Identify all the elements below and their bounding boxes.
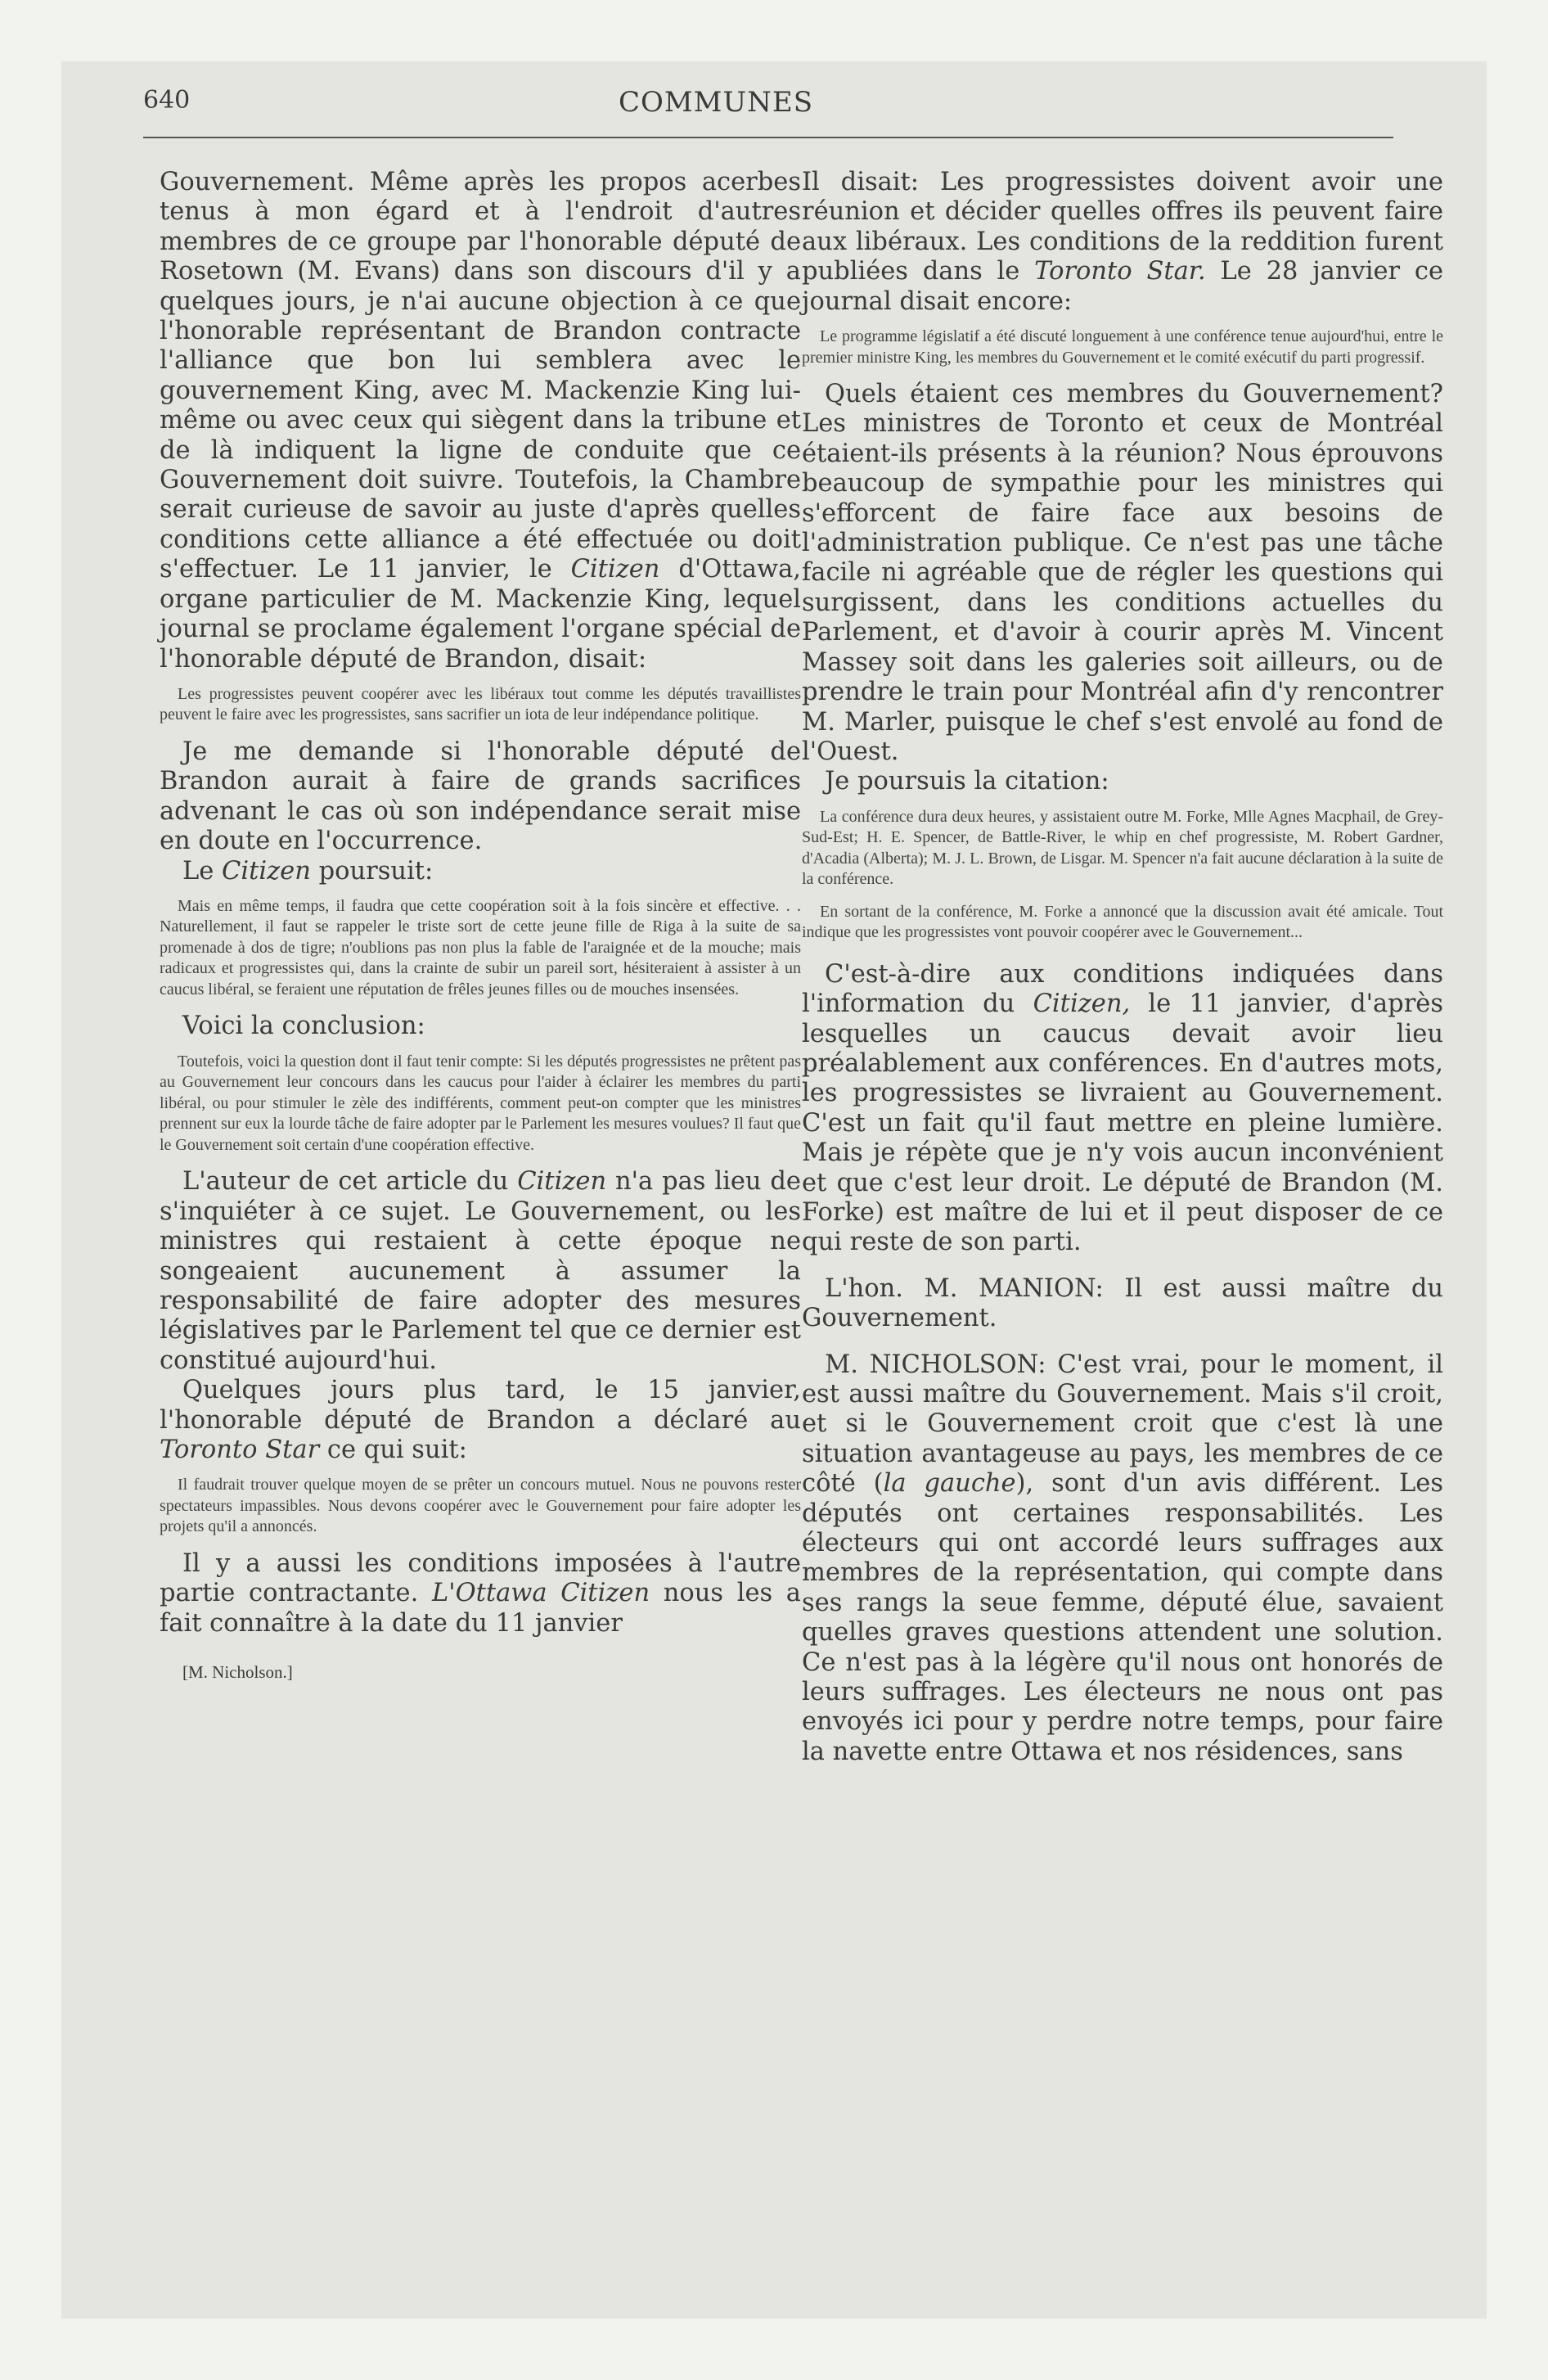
paragraph: Voici la conclusion: <box>182 1012 425 1041</box>
paragraph: L'auteur de cet article du Citizen n'a pas lieu de s'inquiéter à ce sujet. Le Gouvernement, ou les ministres qui restaient à cette époque ne songeaient aucunement à assumer la responsabilité de faire adopter des mesures législatives par le Parlement tel que ce dernier est constitué aujourd'hui. <box>160 1167 801 1375</box>
quotation: Le programme législatif a été discuté longuement à une conférence tenue aujourd'hui, entre le premier ministre King, les membres du Gouvernement et le comité exécutif du parti progressif. <box>802 327 1443 367</box>
quotation: La conférence dura deux heures, y assistaient outre M. Forke, Mlle Agnes Macphail, de Grey-Sud-Est; H. E. Spencer, de Battle-River, le whip en chef progressiste, M. Robert Gardner, d'Acadia (Alberta); M. J. L. Brown, de Lisgar. M. Spencer n'a fait aucune déclaration à la suite de la conférence. <box>802 807 1443 889</box>
right-column <box>802 168 1443 1767</box>
speaker-signature: [M. Nicholson.] <box>182 1662 293 1683</box>
quotation: En sortant de la conférence, M. Forke a annoncé que la discussion avait été amicale. Tout indique que les progressistes vont pouvoir coopérer avec le Gouvernement... <box>802 902 1443 942</box>
page-header <box>82 86 1350 135</box>
quotation: Les progressistes peuvent coopérer avec les libéraux tout comme les députés travaillistes peuvent le faire avec les progressistes, sans sacrifier un iota de leur indépendance politique. <box>160 684 801 724</box>
quotation: Toutefois, voici la question dont il faut tenir compte: Si les députés progressistes ne prêtent pas au Gouvernement leur concours dans les caucus pour l'aider à éclairer les membres du parti libéral, ou pour stimuler le zèle des indifférents, comment peut-on compter que les ministres prennent sur eux la lourde tâche de faire adopter par le Parlement les mesures voulues? Il faut que le Gouvernement soit certain d'une coopération effective. <box>160 1052 801 1154</box>
quotation: Il faudrait trouver quelque moyen de se prêter un concours mutuel. Nous ne pouvons rester spectateurs impassibles. Nous devons coopérer avec le Gouvernement pour faire adopter les projets qu'il a annoncés. <box>160 1476 801 1536</box>
paragraph: Gouvernement. Même après les propos acerbes tenus à mon égard et à l'endroit d'autres membres de ce groupe par l'honorable député de Rosetown (M. Evans) dans son discours d'il y a quelques jours, je n'ai aucune objection à ce que l'honorable représentant de Brandon contracte l'alliance que bon lui semblera avec le gouvernement King, avec M. Mackenzie King lui-même ou avec ceux qui siègent dans la tribune et de là indiquent la ligne de conduite que ce Gouvernement doit suivre. Toutefois, la Chambre serait curieuse de savoir au juste d'après quelles conditions cette alliance a été effectuée ou doit s'effectuer. Le 11 janvier, le Citizen d'Ottawa, organe particulier de M. Mackenzie King, lequel journal se proclame également l'organe spécial de l'honorable député de Brandon, disait: <box>160 168 801 674</box>
paragraph: Quelques jours plus tard, le 15 janvier, l'honorable député de Brandon a déclaré au Toronto Star ce qui suit: <box>160 1376 801 1464</box>
paragraph: L'hon. M. MANION: Il est aussi maître du Gouvernement. <box>802 1273 1443 1333</box>
header-rule <box>143 137 1393 138</box>
paragraph: Quels étaient ces membres du Gouvernement? Les ministres de Toronto et ceux de Montréal étaient-ils présents à la réunion? Nous éprouvons beaucoup de sympathie pour les ministres qui s'efforcent de faire face aux besoins de l'administration publique. Ce n'est pas une tâche facile ni agréable que de régler les questions qui surgissent, dans les conditions actuelles du Parlement, et d'avoir à courir après M. Vincent Massey soit dans les galeries soit ailleurs, ou de prendre le train pour Montréal afin d'y rencontrer M. Marler, puisque le chef s'est envolé au fond de l'Ouest. <box>802 380 1443 766</box>
paragraph: M. NICHOLSON: C'est vrai, pour le moment, il est aussi maître du Gouvernement. Mais s'il croit, et si le Gouvernement croit que c'est là une situation avantageuse au pays, les membres de ce côté (la gauche), sont d'un avis différent. Les députés ont certaines responsabilités. Les électeurs qui ont accordé leurs suffrages aux membres de la représentation, qui compte dans ses rangs la seue femme, député élue, savaient quelles graves questions attendent une solution. Ce n'est pas à la légère qu'il nous ont honorés de leurs suffrages. Les électeurs ne nous ont pas envoyés ici pour y perdre notre temps, pour faire la navette entre Ottawa et nos résidences, sans <box>802 1350 1443 1766</box>
paragraph: Il y a aussi les conditions imposées à l'autre partie contractante. L'Ottawa Citizen nous les a fait connaître à la date du 11 janvier <box>160 1548 801 1638</box>
page-number: 640 <box>143 86 191 115</box>
paragraph: Il disait: Les progressistes doivent avoir une réunion et décider quelles offres ils peuvent faire aux libéraux. Les conditions de la reddition furent publiées dans le Toronto Star. Le 28 janvier ce journal disait encore: <box>802 168 1444 316</box>
running-head: COMMUNES <box>618 86 814 119</box>
paragraph: Je me demande si l'honorable député de Brandon aurait à faire de grands sacrifices advenant le cas où son indépendance serait mise en doute en l'occurrence. <box>160 737 801 856</box>
paragraph: Le Citizen poursuit: <box>182 856 434 886</box>
paragraph: Je poursuis la citation: <box>825 767 1109 796</box>
quotation: Mais en même temps, il faudra que cette coopération soit à la fois sincère et effective. . . Naturellement, il faut se rappeler le triste sort de cette jeune fille de Riga à la suite de sa promenade à dos de tigre; n'oublions pas non plus la fable de l'araignée et de la mouche; mais radicaux et progressistes qui, dans la crainte de subir un pareil sort, hésiteraient à assister à un caucus libéral, se feraient une réputation de frêles jeunes filles ou de mouches insensées. <box>160 896 801 998</box>
left-column <box>160 168 801 1683</box>
paragraph: C'est-à-dire aux conditions indiquées dans l'information du Citizen, le 11 janvier, d'après lesquelles un caucus devait avoir lieu préalablement aux conférences. En d'autres mots, les progressistes se livraient au Gouvernement. C'est un fait qu'il faut mettre en pleine lumière. Mais je répète que je n'y vois aucun inconvénient et que c'est leur droit. Le député de Brandon (M. Forke) est maître de lui et il peut disposer de ce qui reste de son parti. <box>802 959 1443 1257</box>
